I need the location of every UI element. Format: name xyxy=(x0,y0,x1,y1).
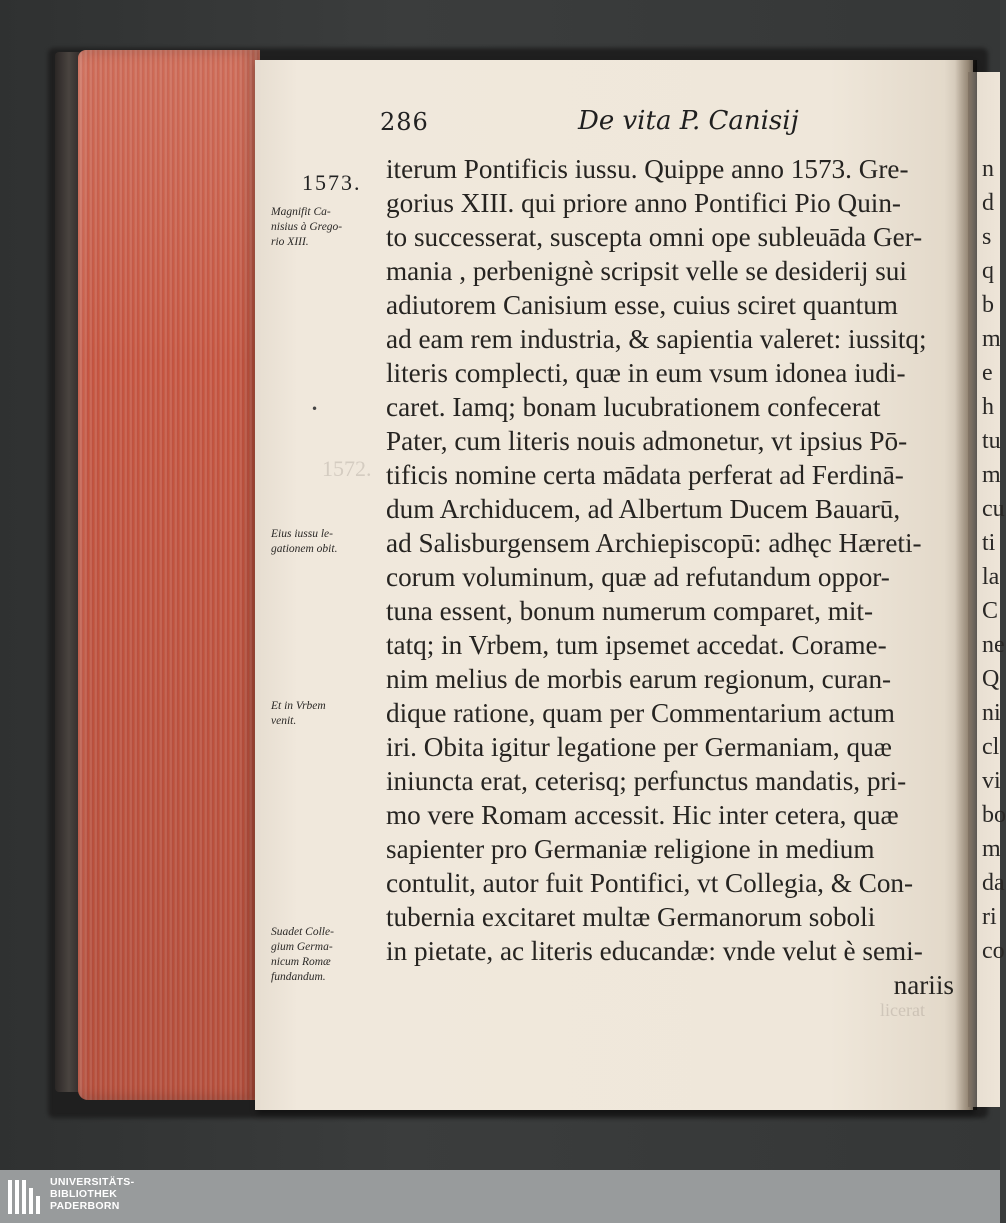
library-logo-text xyxy=(50,1176,134,1212)
edge-letter: q xyxy=(982,258,994,284)
edge-letter: co xyxy=(982,938,1005,964)
text-line: adiutorem Canisium esse, cuius sciret quantum xyxy=(386,290,898,320)
book-gutter xyxy=(955,60,977,1110)
bleed-through-text: 1572. xyxy=(322,456,372,481)
text-line: iniuncta erat, ceterisq; perfunctus mandatis, pri- xyxy=(386,766,907,796)
logo-line: BIBLIOTHEK xyxy=(50,1188,118,1200)
margin-note-line: gationem obit. xyxy=(271,543,338,555)
edge-letter: la xyxy=(982,564,1000,590)
edge-letter: da xyxy=(982,870,1005,896)
text-line: gorius XIII. qui priore anno Pontifici Pio Quin- xyxy=(386,188,901,218)
edge-letter: s xyxy=(982,224,992,250)
edge-letter: e xyxy=(982,360,993,386)
edge-letter: cl xyxy=(982,734,1000,760)
edge-letter: m xyxy=(982,462,1001,488)
text-line: tatq; in Vrbem, tum ipsemet accedat. Corame- xyxy=(386,630,887,660)
text-line: tificis nomine certa mādata perferat ad Ferdinā- xyxy=(386,460,904,490)
text-line: contulit, autor fuit Pontifici, vt Collegia, & Con- xyxy=(386,868,914,898)
edge-letter: C xyxy=(982,598,999,624)
page-edge-shading xyxy=(78,50,260,1100)
edge-letter: bo xyxy=(982,802,1006,828)
logo-line: PADERBORN xyxy=(50,1200,120,1212)
text-line: sapienter pro Germaniæ religione in medium xyxy=(386,834,875,864)
text-line: in pietate, ac literis educandæ: vnde velut è semi- xyxy=(386,936,923,966)
margin-note-line: Et in Vrbem xyxy=(271,700,326,712)
text-line: ad eam rem industria, & sapientia valeret: iussitq; xyxy=(386,324,927,354)
margin-note xyxy=(271,925,377,985)
text-line: literis complecti, quæ in eum vsum idonea iudi- xyxy=(386,358,906,388)
logo-line: UNIVERSITÄTS- xyxy=(50,1176,135,1188)
running-title: De vita P. Canisij xyxy=(578,106,799,136)
margin-note-line: nicum Romæ xyxy=(271,956,331,968)
page-header xyxy=(380,108,940,152)
edge-letter: vi xyxy=(982,768,1001,794)
margin-year: 1573. xyxy=(302,170,362,195)
edge-letter: ni xyxy=(982,700,1001,726)
text-line: dique ratione, quam per Commentarium actum xyxy=(386,698,895,728)
text-line: iterum Pontificis iussu. Quippe anno 1573. Gre- xyxy=(386,154,909,184)
edge-letter: ti xyxy=(982,530,996,556)
text-line: tubernia excitaret multæ Germanorum soboli xyxy=(386,902,876,932)
margin-dot: • xyxy=(311,402,319,416)
edge-letter: Q xyxy=(982,666,1000,692)
bleed-through-text: licerat xyxy=(880,1000,925,1020)
edge-letter: b xyxy=(982,292,994,318)
text-line: corum voluminum, quæ ad refutandum oppor- xyxy=(386,562,890,592)
text-line: to successerat, suscepta omni ope subleuāda Ger- xyxy=(386,222,923,252)
margin-note xyxy=(271,699,377,729)
margin-note-line: venit. xyxy=(271,715,297,727)
edge-letter: m xyxy=(982,836,1001,862)
text-line: nim melius de morbis earum regionum, curan- xyxy=(386,664,892,694)
footer-bar xyxy=(0,1170,1000,1223)
library-logo-icon xyxy=(6,1178,46,1216)
edge-letter: d xyxy=(982,190,994,216)
page-number: 286 xyxy=(380,108,429,136)
text-line: Pater, cum literis nouis admonetur, vt ipsius Pō- xyxy=(386,426,908,456)
edge-letter: ri xyxy=(982,904,997,930)
margin-note xyxy=(271,205,377,250)
text-line: mania , perbenignè scripsit velle se desiderij sui xyxy=(386,256,907,286)
edge-letter: cu xyxy=(982,496,1005,522)
margin-note-line: Suadet Colle- xyxy=(271,926,334,938)
margin-note-line: Magnifit Ca- xyxy=(271,206,331,218)
edge-letter: h xyxy=(982,394,994,420)
margin-note-line: fundandum. xyxy=(271,971,326,983)
edge-letter: ne xyxy=(982,632,1005,658)
text-line: iri. Obita igitur legatione per Germaniam, quæ xyxy=(386,732,892,762)
text-line: dum Archiducem, ad Albertum Ducem Bauarū, xyxy=(386,494,901,524)
edge-letter: m xyxy=(982,326,1001,352)
catchword: nariis xyxy=(893,970,954,1000)
margin-note-line: nisius à Grego- xyxy=(271,221,343,233)
margin-note xyxy=(271,527,377,557)
text-line: tuna essent, bonum numerum comparet, mit- xyxy=(386,596,873,626)
text-line: caret. Iamq; bonam lucubrationem confecerat xyxy=(386,392,881,422)
edge-letter: n xyxy=(982,156,994,182)
edge-letter: tu xyxy=(982,428,1001,454)
text-line: mo vere Romam accessit. Hic inter cetera, quæ xyxy=(386,800,899,830)
margin-note-line: rio XIII. xyxy=(271,236,309,248)
text-line: ad Salisburgensem Archiepiscopū: adhęc Hæreti- xyxy=(386,528,922,558)
margin-note-line: gium Germa- xyxy=(271,941,333,953)
margin-note-line: Eius iussu le- xyxy=(271,528,333,540)
